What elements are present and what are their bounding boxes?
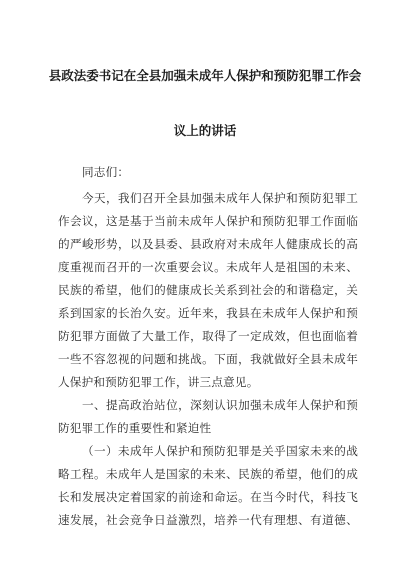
- paragraph-line: 长和发展决定着国家的前途和命运。在当今时代，科技飞: [58, 490, 358, 504]
- paragraph-line: （一）未成年人保护和预防犯罪是关乎国家未来的战: [82, 444, 358, 458]
- paragraph-line: 的严峻形势，以及县委、县政府对未成年人健康成长的高: [58, 237, 358, 251]
- salutation: 同志们：: [82, 165, 130, 179]
- paragraph-line: 度重视而召开的一次重要会议。未成年人是祖国的未来、: [58, 260, 358, 274]
- paragraph-line: 略工程。未成年人是国家的未来、民族的希望，他们的成: [58, 467, 358, 481]
- paragraph-line: 防犯罪方面做了大量工作，取得了一定成效，但也面临着: [58, 329, 358, 343]
- section-heading-line: 防犯罪工作的重要性和紧迫性: [58, 421, 212, 435]
- paragraph-line: 一些不容忽视的问题和挑战。下面，我就做好全县未成年: [58, 352, 358, 366]
- section-heading-line: 一、提高政治站位，深刻认识加强未成年人保护和预: [82, 398, 358, 412]
- paragraph-line: 人保护和预防犯罪工作，讲三点意见。: [58, 375, 259, 389]
- document-title-line-2: 议上的讲话: [173, 123, 237, 138]
- paragraph-line: 民族的希望，他们的健康成长关系到社会的和谐稳定，关: [58, 283, 358, 297]
- paragraph-line: 作会议，这是基于当前未成年人保护和预防犯罪工作面临: [58, 214, 358, 228]
- document-title-line-1: 县政法委书记在全县加强未成年人保护和预防犯罪工作会: [48, 68, 362, 83]
- paragraph-line: 今天，我们召开全县加强未成年人保护和预防犯罪工: [82, 191, 358, 205]
- paragraph-line: 速发展，社会竞争日益激烈，培养一代有理想、有道德、: [58, 513, 358, 527]
- paragraph-line: 系到国家的长治久安。近年来，我县在未成年人保护和预: [58, 306, 358, 320]
